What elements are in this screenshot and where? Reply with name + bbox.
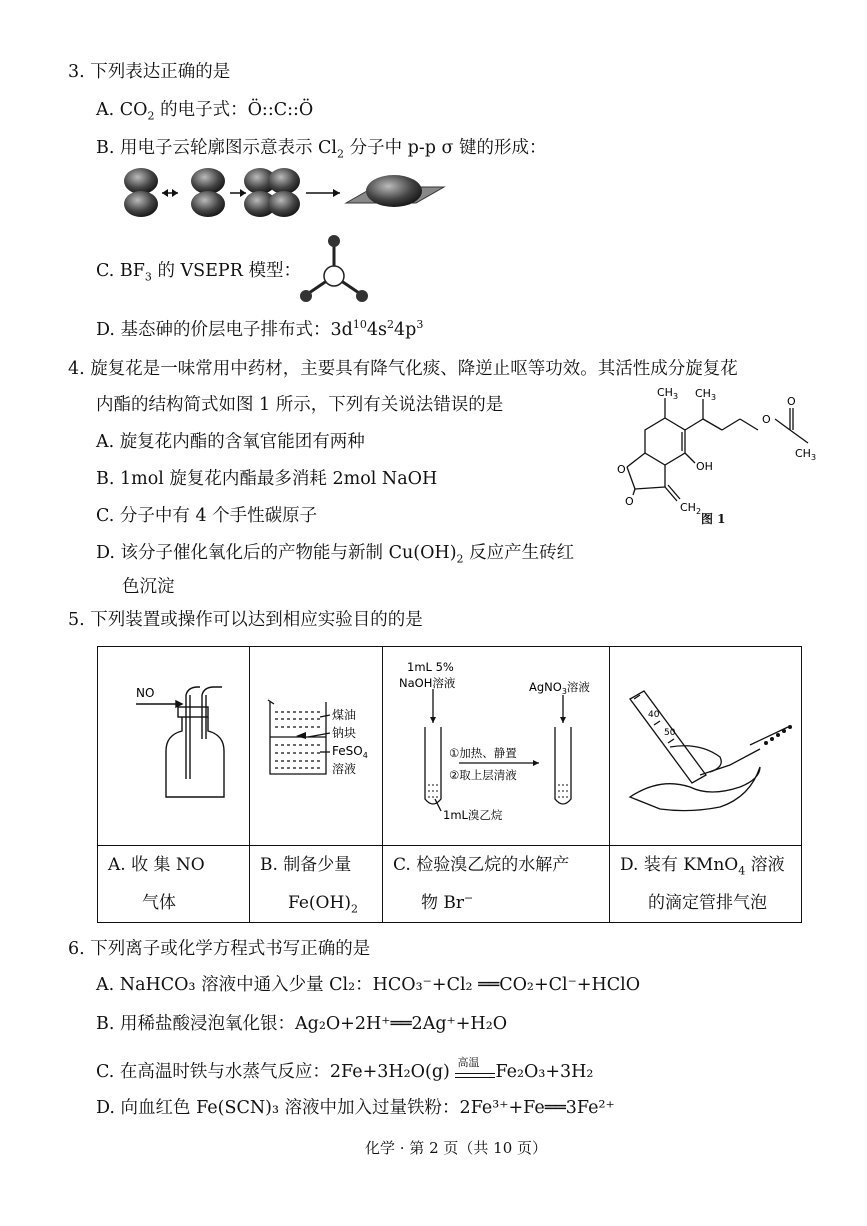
burette-hands: [610, 647, 800, 841]
q3-option-b: B. 用电子云轮廓图示意表示 $Cl_2$ 分子中 p-p σ 键的形成：: [96, 138, 547, 161]
naoh-solution-label: NaOH溶液: [399, 676, 456, 690]
mol-label-ester-o: O: [762, 413, 771, 426]
mol-label-ch2: $CH_2$: [680, 501, 702, 516]
sodium-label: 钠块: [332, 726, 357, 740]
burette-mark-40: 40: [648, 710, 660, 720]
caption-d: D. 装有 KMnO$_4$ 溶液 的滴定管排气泡: [610, 846, 802, 923]
q3-option-c: C. $BF_3$ 的 VSEPR 模型：: [96, 261, 301, 284]
q4-option-c: C. 分子中有 4 个手性碳原子: [96, 506, 318, 526]
q3-stem: 3. 下列表达正确的是: [68, 62, 231, 82]
bromoethane-label: 1mL溴乙烷: [443, 808, 503, 822]
gas-washing-bottle: [98, 647, 248, 841]
mol-label-oh: OH: [696, 460, 713, 473]
vsepr-model: [294, 232, 374, 306]
mol-label-ring-o: O: [617, 463, 626, 476]
mol-label-carbonyl-o: O: [787, 395, 796, 408]
mol-label-ch3-top: $CH_3$: [657, 386, 679, 401]
q6-option-d: D. 向血红色 Fe(SCN)₃ 溶液中加入过量铁粉：2Fe³⁺+Fe══3Fe²⁺: [96, 1098, 615, 1118]
step2-label: ②取上层清液: [449, 768, 517, 782]
apparatus-b-cell: [250, 647, 383, 846]
q6-option-a: A. NaHCO₃ 溶液中通入少量 Cl₂：HCO₃⁻+Cl₂ ══CO₂+Cl⁻+HClO: [96, 975, 641, 995]
figure-1-caption: 图 1: [701, 512, 726, 526]
no-gas-label: NO: [136, 686, 155, 700]
apparatus-c-cell: [383, 647, 610, 846]
feso4-label: FeSO$_4$: [332, 744, 368, 760]
solution-label: 溶液: [332, 762, 357, 776]
q3-option-a: A. $CO_2$ 的电子式：Ö::C::Ö: [96, 100, 314, 123]
caption-b: B. 制备少量 $Fe(OH)_2$: [250, 846, 383, 923]
q4-option-a: A. 旋复花内酯的含氧官能团有两种: [96, 432, 365, 452]
co2-electron-formula: Ö::C::Ö: [247, 100, 314, 120]
test-tubes: [383, 647, 608, 841]
burette-mark-50: 50: [664, 728, 676, 738]
q4-stem-line1: 4. 旋复花是一味常用中药材，主要具有降气化痰、降逆止呕等功效。其活性成分旋复花: [68, 359, 738, 379]
q6-option-c: C. 在高温时铁与水蒸气反应：2Fe+3H₂O(g) 高温 Fe₂O₃+3H₂: [96, 1055, 594, 1082]
electron-cloud-diagram: [118, 167, 448, 219]
q5-stem: 5. 下列装置或操作可以达到相应实验目的的是: [68, 610, 423, 630]
apparatus-a-cell: [98, 647, 250, 846]
q4-option-b: B. 1mol 旋复花内酯最多消耗 2mol NaOH: [96, 469, 438, 489]
kerosene-label: 煤油: [332, 708, 357, 722]
q4-stem-line2: 内酯的结构简式如图 1 所示，下列有关说法错误的是: [96, 395, 504, 415]
agno3-label: AgNO$_3$溶液: [529, 680, 590, 696]
experiment-table: [97, 646, 802, 923]
mol-label-ch3-mid: $CH_3$: [695, 387, 717, 402]
beaker-setup: [250, 647, 381, 841]
mol-label-lactone-o: O: [625, 495, 634, 508]
naoh-amount-label: 1mL 5%: [407, 660, 454, 674]
mol-label-ch3-right: $CH_3$: [795, 447, 817, 462]
page-footer: 化学 · 第 2 页（共 10 页）: [365, 1139, 548, 1157]
q6-option-b: B. 用稀盐酸浸泡氧化银：Ag₂O+2H⁺══2Ag⁺+H₂O: [96, 1014, 508, 1034]
q3-option-d: D. 基态砷的价层电子排布式：$3d^{10}4s^24p^3$: [96, 318, 424, 340]
caption-c: C. 检验溴乙烷的水解产 物 Br−: [383, 846, 610, 923]
caption-a: A. 收 集 NO 气体: [98, 846, 250, 923]
apparatus-d-cell: [610, 647, 802, 846]
q4-option-d: D. 该分子催化氧化后的产物能与新制 $Cu(OH)_2$ 反应产生砖红: [96, 543, 575, 566]
q6-stem: 6. 下列离子或化学方程式书写正确的是: [68, 939, 371, 959]
step1-label: ①加热、静置: [449, 746, 517, 760]
reaction-condition: 高温: [455, 1063, 495, 1083]
q4-option-d-cont: 色沉淀: [122, 577, 175, 597]
